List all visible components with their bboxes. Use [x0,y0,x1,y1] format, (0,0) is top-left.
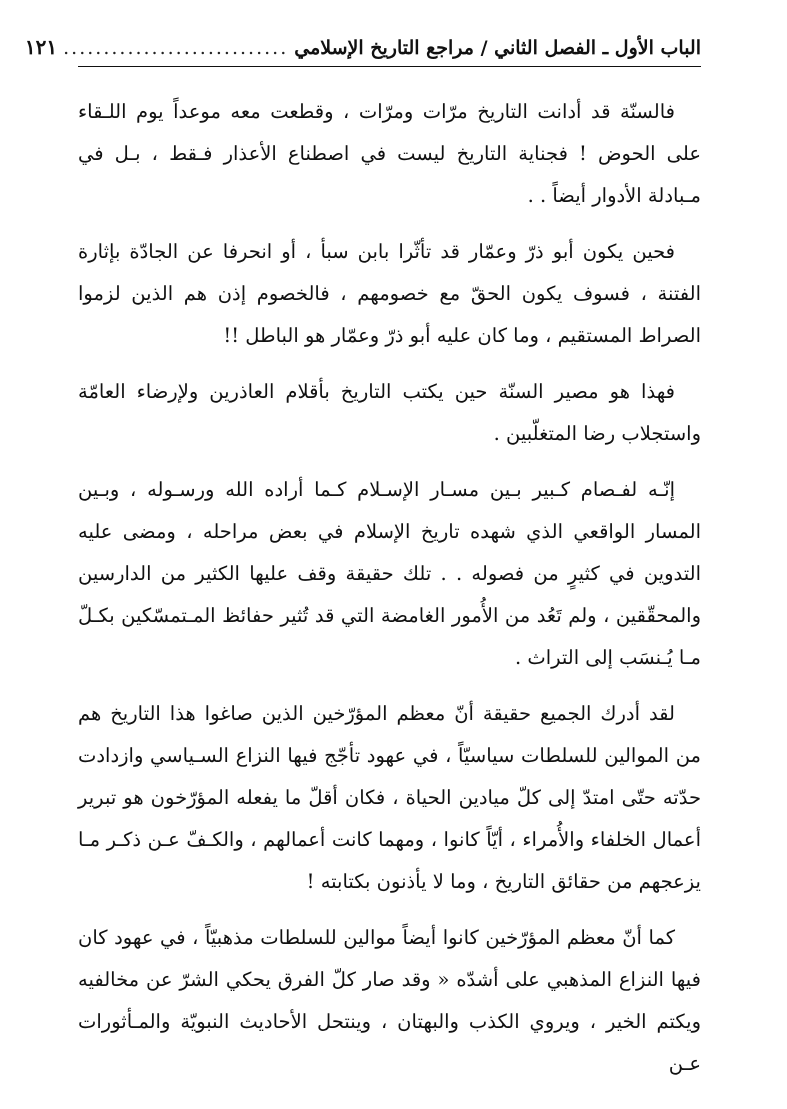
paragraph: فهذا هو مصير السنّة حين يكتب التاريخ بأقلام العاذرين ولإرضاء العامّة واستجلاب رضا المتغلّبين . [78,380,701,445]
paragraph: لقد أدرك الجميع حقيقة أنّ معظم المؤرّخين الذين صاغوا هذا التاريخ هم من الموالين للسلطات سياسيّاً ، في عهود تأجّج فيها النزاع السـياسي وازدادت حدّته حتّى امتدّ إلى كلّ ميادين الحياة ، فكان أقلّ ما يفعله المؤرّخون هو تبرير أعمال الخلفاء والأُمراء ، أيّاً كانوا ، ومهما كانت أعمالهم ، والكـفّ عـن ذكـر مـا يزعجهم من حقائق التاريخ ، وما لا يأذنون بكتابته ! [78,702,701,893]
running-header [24,32,701,67]
paragraph: فحين يكون أبو ذرّ وعمّار قد تأثّرا بابن سبأ ، أو انحرفا عن الجادّة بإثارة الفتنة ، فسوف يكون الحقّ مع خصومهم ، فالخصوم إذن هم الذين لزموا الصراط المستقيم ، وما كان عليه أبو ذرّ وعمّار هو الباطل !! [78,240,701,347]
page-number: ١٢١ [24,35,58,59]
book-page [24,32,701,1099]
paragraph: فالسنّة قد أدانت التاريخ مرّات ومرّات ، وقطعت معه موعداً يوم اللـقاء على الحوض ! فجناية التاريخ ليست في اصطناع الأعذار فـقط ، بـل في مـبادلة الأدوار أيضاً . . [78,100,701,207]
body-text [78,91,701,1085]
paragraph: إنّـه لفـصام كـبير بـين مسـار الإسـلام كـما أراده الله ورسـوله ، وبـين المسار الواقعي الذي شهده تاريخ الإسلام في بعض مراحله ، ومضى عليه التدوين في كثيرٍ من فصوله . . تلك حقيقة وقف عليها الكثير من الدارسين والمحقّقين ، ولم تَعُد من الأُمور الغامضة التي قد تُثير حفائظ المـتمسّكين بكـلّ مـا يُـنسَب إلى التراث . [78,478,701,669]
chapter-title: الباب الأول ـ الفصل الثاني / مراجع التاريخ الإسلامي [294,37,701,59]
paragraph: كما أنّ معظم المؤرّخين كانوا أيضاً موالين للسلطات مذهبيّاً ، في عهود كان فيها النزاع المذهبي على أشدّه « وقد صار كلّ الفرق يحكي الشرّ عن مخالفيه ويكتم الخير ، ويروي الكذب والبهتان ، وينتحل الأحاديث النبويّة والمـأثورات عـن [78,926,701,1075]
leader-dots: ............................ [63,37,289,59]
